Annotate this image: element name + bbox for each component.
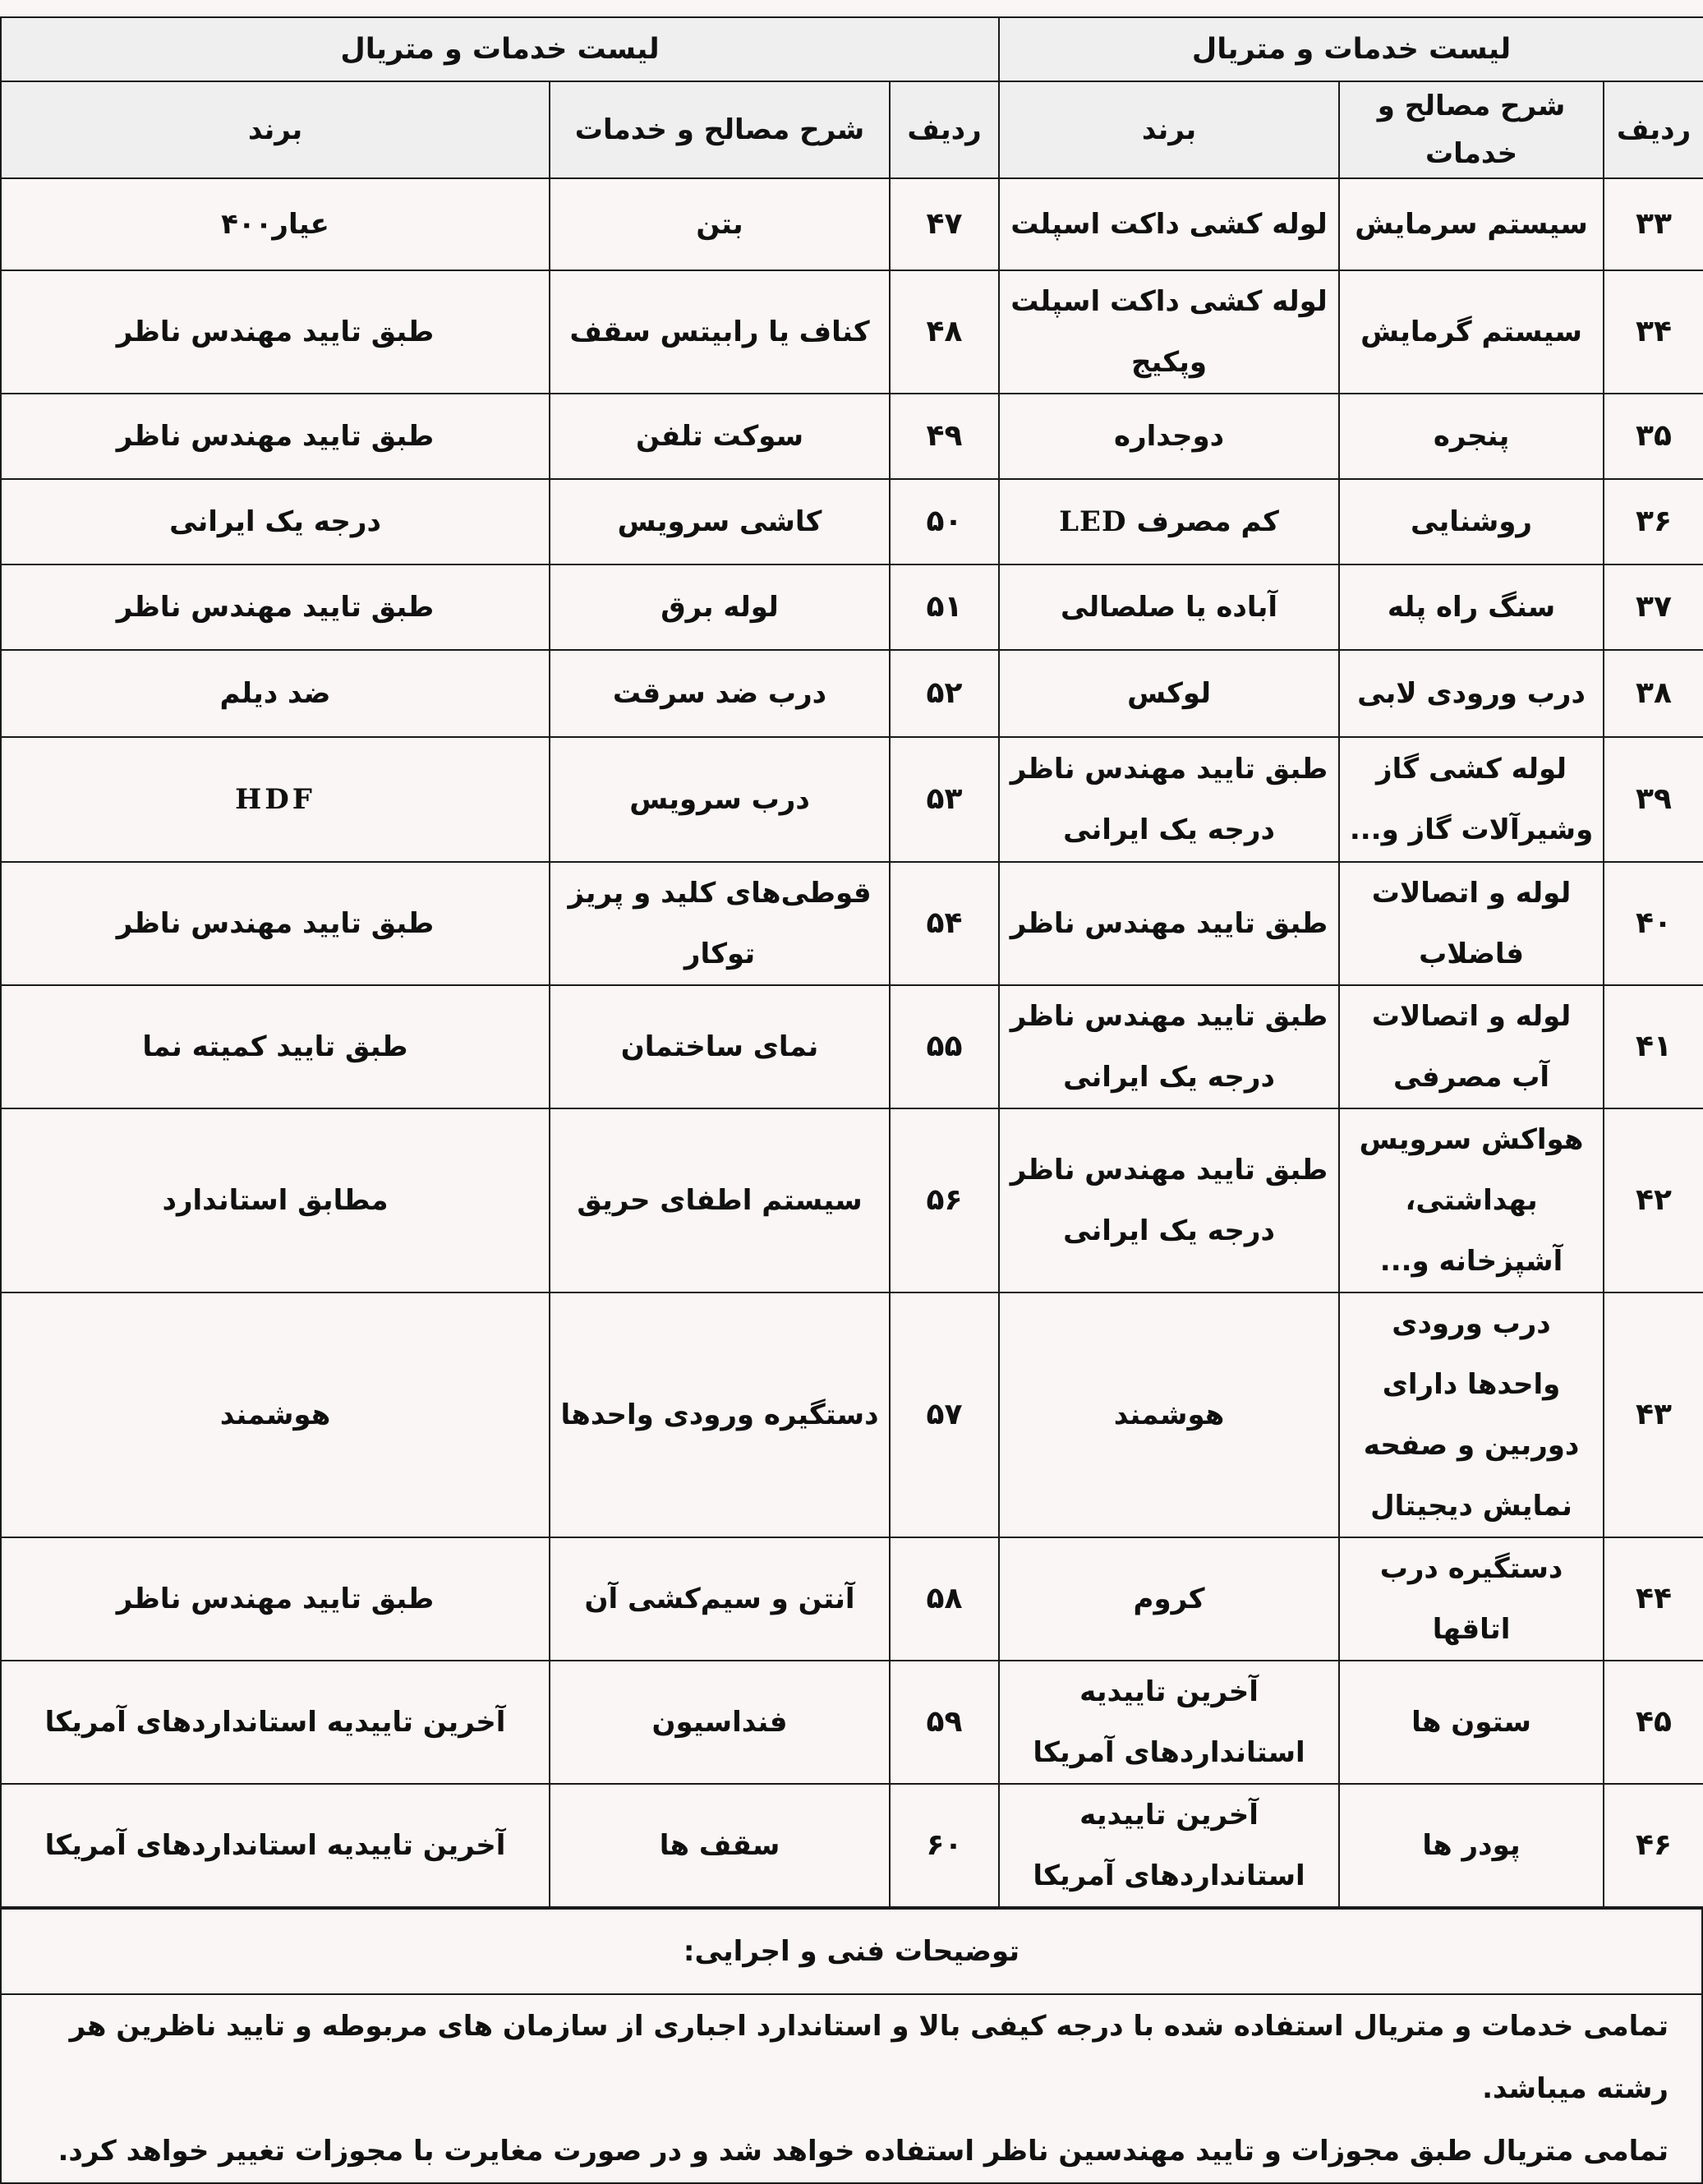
left-row-number: ۵۲: [890, 650, 999, 737]
left-row-brand: مطابق استاندارد: [1, 1108, 550, 1292]
left-row-number: ۵۶: [890, 1108, 999, 1292]
right-header-brand: برند: [999, 81, 1339, 178]
right-row-number: ۴۳: [1604, 1292, 1703, 1537]
right-row-desc: ستون ها: [1339, 1661, 1604, 1784]
left-row-desc: فنداسیون: [550, 1661, 890, 1784]
table-row: [1, 270, 1703, 394]
right-row-desc: پنجره: [1339, 394, 1604, 479]
right-row-brand: آخرین تاییدیه استانداردهای آمریکا: [999, 1661, 1339, 1784]
left-row-desc: بتن: [550, 178, 890, 270]
table-row: [1, 178, 1703, 270]
right-row-brand: [999, 479, 1339, 564]
right-row-number: ۴۱: [1604, 985, 1703, 1108]
left-row-number: ۵۹: [890, 1661, 999, 1784]
left-row-brand: آخرین تاییدیه استانداردهای آمریکا: [1, 1661, 550, 1784]
right-row-desc: روشنایی: [1339, 479, 1604, 564]
notes-heading: توضیحات فنی و اجرایی:: [1, 1909, 1702, 1994]
left-row-brand: هوشمند: [1, 1292, 550, 1537]
right-row-brand: آباده یا صلصالی: [999, 564, 1339, 650]
left-header-desc: شرح مصالح و خدمات: [550, 81, 890, 178]
left-row-desc: آنتن و سیم‌کشی آن: [550, 1537, 890, 1661]
left-row-desc: دستگیره ورودی واحدها: [550, 1292, 890, 1537]
left-row-desc: درب ضد سرقت: [550, 650, 890, 737]
right-row-number: ۳۷: [1604, 564, 1703, 650]
left-row-desc: درب سرویس: [550, 737, 890, 862]
right-row-number: ۴۶: [1604, 1784, 1703, 1907]
right-row-desc: لوله کشی گاز وشیرآلات گاز و...: [1339, 737, 1604, 862]
right-row-brand: طبق تایید مهندس ناظر درجه یک ایرانی: [999, 985, 1339, 1108]
left-row-desc: سقف ها: [550, 1784, 890, 1907]
table-row: [1, 1108, 1703, 1292]
left-row-number: ۵۵: [890, 985, 999, 1108]
left-row-brand: طبق تایید کمیته نما: [1, 985, 550, 1108]
left-row-desc: کاشی سرویس: [550, 479, 890, 564]
left-row-number: ۵۷: [890, 1292, 999, 1537]
left-row-number: ۵۸: [890, 1537, 999, 1661]
right-row-desc: لوله و اتصالات فاضلاب: [1339, 862, 1604, 985]
notes-table: [0, 1908, 1703, 2184]
left-row-number: ۵۰: [890, 479, 999, 564]
table-row: [1, 1292, 1703, 1537]
table-row: [1, 1537, 1703, 1661]
left-row-desc: لوله برق: [550, 564, 890, 650]
right-row-desc: درب ورودی واحدها دارای دوربین و صفحه نمایش دیجیتال: [1339, 1292, 1604, 1537]
notes-body: [1, 1994, 1702, 2183]
brand-text: کم مصرف: [1136, 505, 1279, 538]
right-row-number: ۴۴: [1604, 1537, 1703, 1661]
right-row-brand: لوکس: [999, 650, 1339, 737]
left-row-number: ۵۴: [890, 862, 999, 985]
right-row-number: ۳۳: [1604, 178, 1703, 270]
left-row-number: ۶۰: [890, 1784, 999, 1907]
table-row: [1, 564, 1703, 650]
left-row-desc: قوطی‌های کلید و پریز توکار: [550, 862, 890, 985]
right-row-number: ۳۸: [1604, 650, 1703, 737]
right-row-number: ۳۵: [1604, 394, 1703, 479]
right-row-number: ۳۹: [1604, 737, 1703, 862]
right-row-desc: دستگیره درب اتاقها: [1339, 1537, 1604, 1661]
notes-line-2: تمامی متریال طبق مجوزات و تایید مهندسین ناظر استفاده خواهد شد و در صورت مغایرت با مجوزات تغییر خواهد کرد.: [58, 2135, 1668, 2168]
left-row-number: ۵۱: [890, 564, 999, 650]
right-section-title: لیست خدمات و متریال: [999, 17, 1703, 81]
left-row-brand: عیار۴۰۰: [1, 178, 550, 270]
notes-line-1: تمامی خدمات و متریال استفاده شده با درجه کیفی بالا و استاندارد اجباری از سازمان های مربوطه و تایید ناظرین هر رشته میباشد.: [69, 2010, 1668, 2105]
right-row-brand: هوشمند: [999, 1292, 1339, 1537]
table-row: [1, 737, 1703, 862]
right-row-number: ۴۰: [1604, 862, 1703, 985]
right-header-desc: شرح مصالح و خدمات: [1339, 81, 1604, 178]
table-header-row: [1, 81, 1703, 178]
right-row-brand: لوله کشی داکت اسپلت وپکیج: [999, 270, 1339, 394]
left-row-brand: طبق تایید مهندس ناظر: [1, 270, 550, 394]
table-row: [1, 650, 1703, 737]
right-row-brand: طبق تایید مهندس ناظر درجه یک ایرانی: [999, 737, 1339, 862]
right-row-brand: لوله کشی داکت اسپلت: [999, 178, 1339, 270]
right-row-number: ۴۲: [1604, 1108, 1703, 1292]
left-header-brand: برند: [1, 81, 550, 178]
materials-table: [0, 16, 1703, 1908]
table-row: [1, 1661, 1703, 1784]
left-row-brand: طبق تایید مهندس ناظر: [1, 564, 550, 650]
left-row-desc: نمای ساختمان: [550, 985, 890, 1108]
left-row-brand: طبق تایید مهندس ناظر: [1, 1537, 550, 1661]
left-row-brand: طبق تایید مهندس ناظر: [1, 862, 550, 985]
right-row-desc: لوله و اتصالات آب مصرفی: [1339, 985, 1604, 1108]
table-row: [1, 862, 1703, 985]
left-row-number: ۴۷: [890, 178, 999, 270]
left-header-row-no: ردیف: [890, 81, 999, 178]
left-row-desc: سیستم اطفای حریق: [550, 1108, 890, 1292]
right-row-desc: سیستم گرمایش: [1339, 270, 1604, 394]
right-row-brand: طبق تایید مهندس ناظر: [999, 862, 1339, 985]
right-row-desc: پودر ها: [1339, 1784, 1604, 1907]
left-row-brand: طبق تایید مهندس ناظر: [1, 394, 550, 479]
right-row-desc: درب ورودی لابی: [1339, 650, 1604, 737]
table-title-row: [1, 17, 1703, 81]
right-row-desc: هواکش سرویس بهداشتی، آشپزخانه و...: [1339, 1108, 1604, 1292]
right-row-brand: کروم: [999, 1537, 1339, 1661]
table-row: [1, 394, 1703, 479]
right-row-desc: سیستم سرمایش: [1339, 178, 1604, 270]
left-row-number: ۴۸: [890, 270, 999, 394]
right-header-row-no: ردیف: [1604, 81, 1703, 178]
right-row-number: ۳۶: [1604, 479, 1703, 564]
left-row-brand: آخرین تاییدیه استانداردهای آمریکا: [1, 1784, 550, 1907]
table-row: [1, 985, 1703, 1108]
materials-sheet: [0, 16, 1703, 2184]
right-row-brand: دوجداره: [999, 394, 1339, 479]
left-row-desc: کناف یا رابیتس سقف: [550, 270, 890, 394]
left-row-brand: درجه یک ایرانی: [1, 479, 550, 564]
left-section-title: لیست خدمات و متریال: [1, 17, 999, 81]
right-row-brand: آخرین تاییدیه استانداردهای آمریکا: [999, 1784, 1339, 1907]
left-row-number: ۴۹: [890, 394, 999, 479]
brand-latin-text: LED: [1059, 505, 1127, 538]
right-row-desc: سنگ راه پله: [1339, 564, 1604, 650]
right-row-number: ۳۴: [1604, 270, 1703, 394]
right-row-number: ۴۵: [1604, 1661, 1703, 1784]
table-row: [1, 479, 1703, 564]
right-row-brand: طبق تایید مهندس ناظر درجه یک ایرانی: [999, 1108, 1339, 1292]
left-row-desc: سوکت تلفن: [550, 394, 890, 479]
left-row-brand: HDF: [1, 737, 550, 862]
left-row-number: ۵۳: [890, 737, 999, 862]
table-row: [1, 1784, 1703, 1907]
left-row-brand: ضد دیلم: [1, 650, 550, 737]
